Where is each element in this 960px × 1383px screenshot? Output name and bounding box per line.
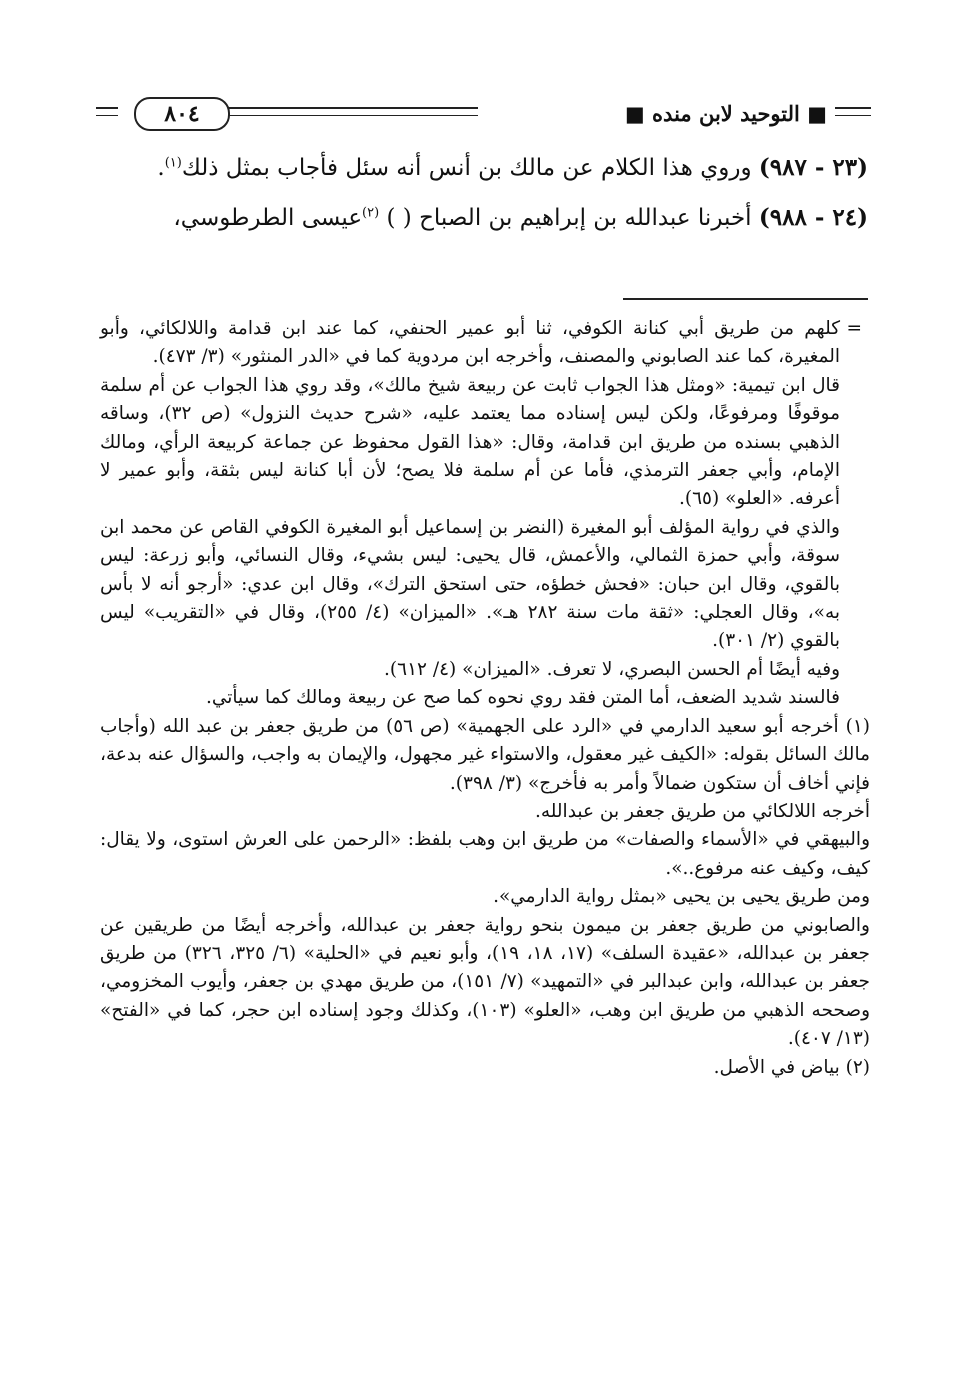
footnote-marker: (١) [845,715,870,737]
footnotes [100,315,870,1082]
footnote-paragraph: والصابوني من طريق جعفر بن ميمون بنحو رواية جعفر بن عبدالله، وأخرجه أيضًا من طريقين عن جعفر بن عبدالله، «عقيدة السلف» (١٧، ١٨، ١٩)، وأبو نعيم في «الحلية» (٦/ ٣٢٥، ٣٢٦) من طريق جعفر بن عبدالله، وابن عبدالبر في «التمهيد» (٧/ ١٥١)، من طريق مهدي بن جعفر، وأيوب المخزومي، وصححه الذهبي من طريق ابن وهب، «العلو» (١٠٣)، وكذلك وجود إسناده ابن حجر، كما في «الفتح» (١٣/ ٤٠٧). [100,914,871,1050]
footnote-paragraph: فالسند شديد الضعف، أما المتن فقد روي نحوه كما صح عن ربيعة ومالك كما سيأتي. [205,687,840,709]
footnote-separator [623,298,868,300]
footnote-1 [100,713,870,798]
main-text [100,148,868,248]
footnote-text: كلهم من طريق أبي كنانة الكوفي، ثنا أبو عمير الحنفي، كما عند ابن قدامة واللالكائي، وأبو المغيرة، كما عند الصابوني والمصنف، وأخرجه ابن مردوية كما في «الدر المنثور» (٣/ ٤٧٣). [100,318,840,368]
entry-end: . [157,155,165,181]
footnote-marker: (٢) [845,1056,870,1078]
entry-text: أخبرنا عبدالله بن إبراهيم بن الصباح ( ) [386,205,752,231]
header-rule [96,115,118,116]
entry-24 [100,198,868,238]
footnote-paragraph: والذي في رواية المؤلف أبو المغيرة (النضر بن إسماعيل أبو المغيرة الكوفي القاص عن محمد ابن سوقة، وأبي حمزة الثمالي، والأعمش، قال يحيى: ليس بشيء، وقال النسائي، وأبو زرعة: ليس بالقوي، وقال ابن حبان: «فحش خطؤه، حتى استحق الترك»، وقال ابن عدي: «أرجو أنه لا بأس به»، وقال العجلي: «ثقة مات سنة ٢٨٢ هـ». «الميزان» (٤/ ٢٥٥)، وقال في «التقريب» ليس بالقوي (٢/ ٣٠١). [100,516,841,652]
page-header [96,95,871,135]
header-rule [835,115,871,116]
header-rule [228,107,478,109]
footnote-2 [100,1054,870,1082]
entry-end: عيسى الطرطوسي، [173,205,363,231]
entry-number: (٢٣ - ٩٨٧) [758,154,868,181]
footnote-paragraph: وفيه أيضًا أم الحسن البصري، لا تعرف. «الميزان» (٤/ ٦١٢). [384,658,840,680]
continuation-marker: = [846,318,862,339]
footnote-text: بياض في الأصل. [713,1056,840,1078]
footnote-paragraph: أخرجه اللالكائي من طريق جعفر بن عبدالله. [535,800,870,822]
entry-text: وروي هذا الكلام عن مالك بن أنس أنه سئل فأجاب بمثل ذلك [181,155,752,181]
header-rule [228,115,478,116]
page-number: ٨٠٤ [134,97,230,131]
entry-number: (٢٤ - ٩٨٨) [758,204,868,231]
footnote-reference: (١) [164,155,182,171]
footnote-paragraph: قال ابن تيمية: «ومثل هذا الجواب ثابت عن ربيعة شيخ مالك»، وقد روي هذا الجواب عن أم سلمة موقوفًا ومرفوعًا، ولكن ليس إسناده مما يعتمد عليه، «شرح حديث النزول» (ص ٣٢)، وساقه الذهبي بسنده من طريق ابن قدامة، وقال: «هذا القول محفوظ عن جماعة كربيعة الرأي، ومالك الإمام، وأبي جعفر الترمذي، فأما عن أم سلمة فلا يصح؛ لأن أبا كنانة ليس بثقة، وأبو عمير لا أعرفه. «العلو» (٦٥). [100,374,840,510]
header-rule [96,107,118,109]
footnote-text: أخرجه أبو سعيد الدارمي في «الرد على الجهمية» (ص ٥٦) من طريق جعفر بن عبد الله (وأجاب مالك السائل بقوله: «الكيف غير معقول، والاستواء غير مجهول، والإيمان به واجب، والسؤال عنه بدعة، فإني أخاف أن ستكون ضمالاً وأمر به فأخرج» (٣/ ٣٩٨). [100,715,870,794]
entry-23 [100,148,868,188]
footnote-paragraph: ومن طريق يحيى بن يحيى «بمثل رواية الدارمي». [493,886,870,908]
header-rule [835,107,871,109]
footnote-reference: (٢) [362,205,380,221]
running-title: ■ التوحيد لابن منده ■ [619,101,833,126]
footnote-paragraph: والبيهقي في «الأسماء والصفات» من طريق ابن وهب بلفظ: «الرحمن على العرش استوى، ولا يقال: كيف، وكيف عنه مرفوع..». [100,829,870,879]
footnote-paragraph [100,315,870,372]
